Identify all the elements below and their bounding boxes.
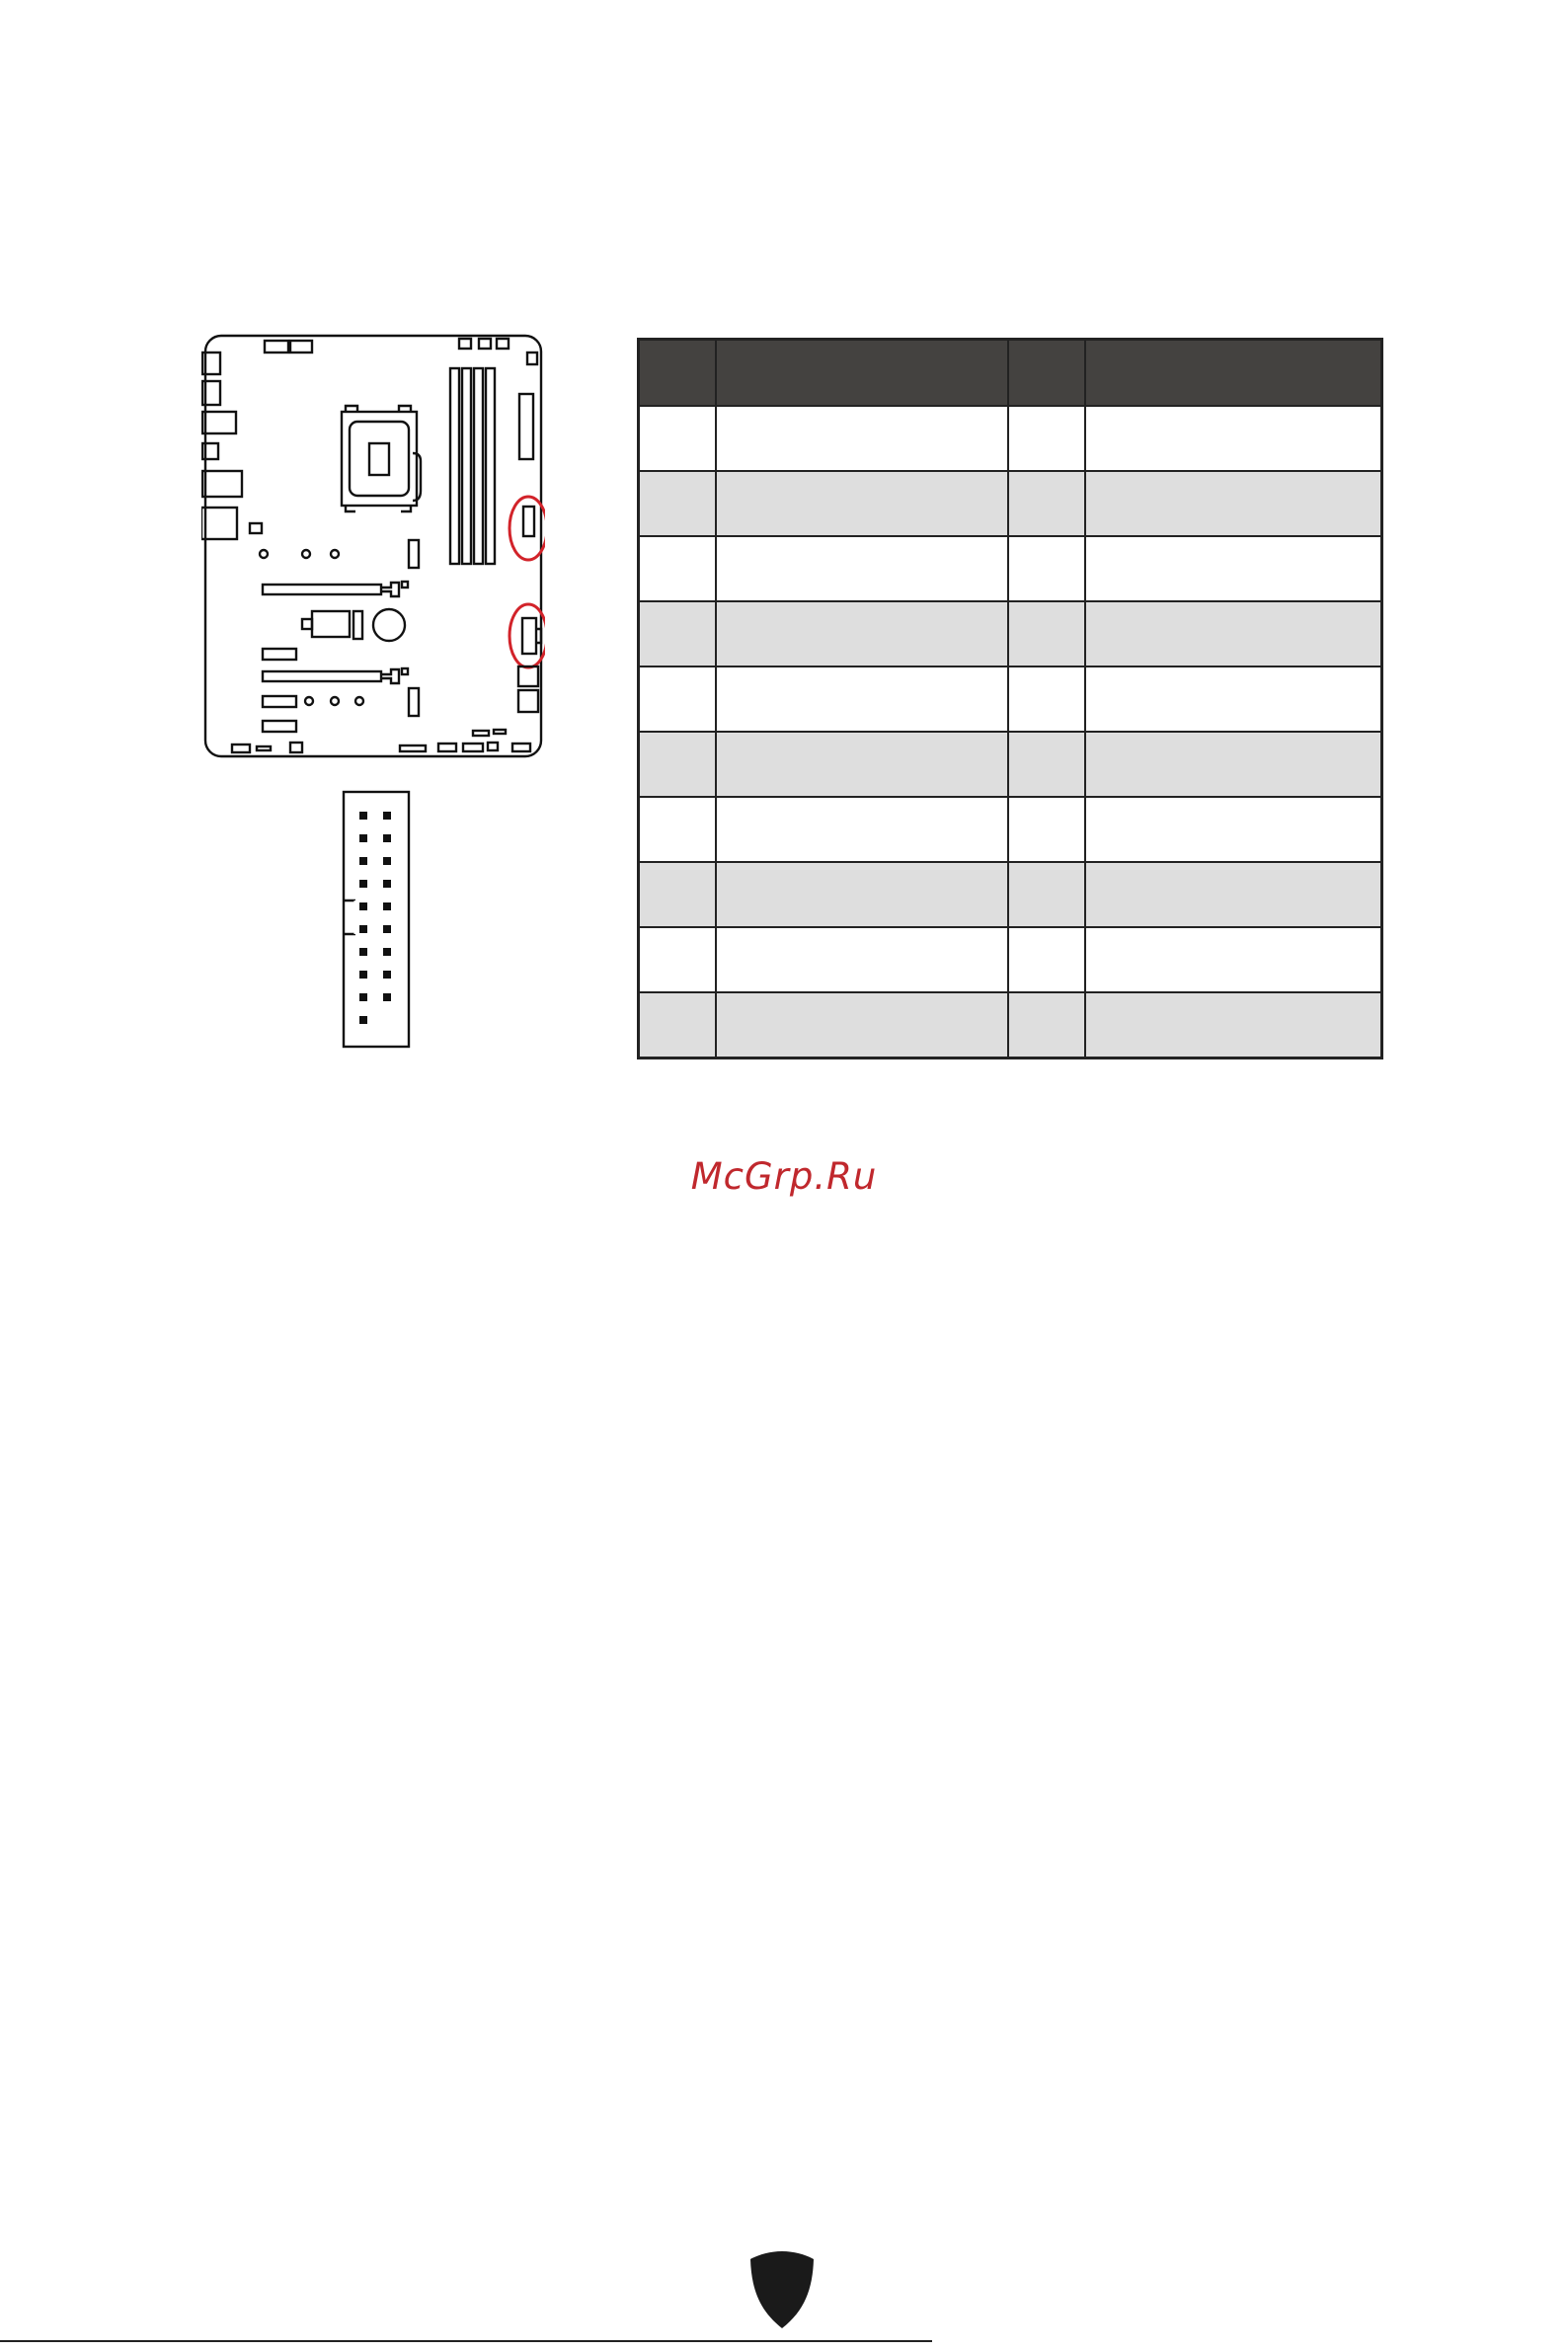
table-row: [639, 406, 1382, 471]
pcie-latch: [402, 582, 408, 588]
table-cell: [639, 992, 716, 1058]
table-cell: [639, 406, 716, 471]
side-connector: [518, 666, 538, 686]
table-cell: [716, 732, 1008, 797]
pin-header-icon: [336, 790, 415, 1053]
table-row: [639, 471, 1382, 536]
top-connector: [479, 339, 491, 349]
table-cell: [639, 471, 716, 536]
header-pin: [1008, 340, 1085, 407]
table-cell: [1085, 471, 1382, 536]
table-row: [639, 992, 1382, 1058]
pin-header-outline: [344, 792, 409, 1047]
table-cell: [639, 732, 716, 797]
cpu-socket: [342, 412, 417, 506]
table-cell: [639, 601, 716, 666]
table-cell: [716, 927, 1008, 992]
table-cell: [716, 992, 1008, 1058]
pin-header-pins: [359, 812, 391, 1024]
table-cell: [1085, 797, 1382, 862]
mounting-hole: [331, 697, 339, 705]
onboard-header: [409, 688, 419, 716]
pin-header-key: [344, 901, 355, 934]
dimm-slot: [474, 368, 483, 564]
header-signal: [716, 340, 1008, 407]
bottom-header: [290, 743, 302, 752]
onboard-connector: [263, 696, 296, 707]
table-cell: [716, 536, 1008, 601]
bottom-header: [488, 743, 498, 750]
table-cell: [1008, 927, 1085, 992]
mounting-hole: [302, 550, 310, 558]
table-row: [639, 601, 1382, 666]
bottom-header: [512, 744, 530, 751]
table-row: [639, 927, 1382, 992]
dimm-slot: [450, 368, 459, 564]
motherboard-diagram-icon: [201, 333, 545, 761]
top-connector: [497, 339, 509, 349]
watermark-link[interactable]: McGrp.Ru: [690, 1155, 878, 1198]
onboard-connector: [263, 649, 296, 660]
mounting-hole: [355, 697, 363, 705]
mounting-hole: [305, 697, 313, 705]
table-cell: [639, 862, 716, 927]
table-cell: [1008, 666, 1085, 732]
dimm-slot: [486, 368, 495, 564]
highlighted-connector: [522, 618, 536, 654]
atx-power-connector: [519, 394, 533, 459]
table-header-row: [639, 340, 1382, 407]
m2-screw: [353, 611, 362, 639]
table-cell: [639, 666, 716, 732]
pcie-slot: [263, 585, 381, 594]
table-cell: [1008, 601, 1085, 666]
pcie-latch: [402, 668, 408, 674]
board-outline: [205, 336, 541, 756]
onboard-header: [250, 523, 262, 533]
table-row: [639, 862, 1382, 927]
table-cell: [716, 406, 1008, 471]
header-pin: [639, 340, 716, 407]
table-cell: [1085, 862, 1382, 927]
footer-divider: [0, 2340, 932, 2342]
table-cell: [1008, 992, 1085, 1058]
table-cell: [1085, 666, 1382, 732]
table-cell: [1008, 536, 1085, 601]
pcie-slot: [263, 671, 381, 681]
bottom-header: [232, 745, 250, 752]
rear-io-port: [202, 471, 242, 497]
table-cell: [1085, 732, 1382, 797]
highlighted-connector: [523, 507, 534, 536]
table-cell: [1008, 797, 1085, 862]
table-cell: [1085, 601, 1382, 666]
table-cell: [1085, 536, 1382, 601]
table-cell: [716, 666, 1008, 732]
m2-slot: [312, 611, 350, 637]
table-cell: [639, 927, 716, 992]
table-cell: [639, 536, 716, 601]
bottom-header: [400, 745, 426, 751]
dimm-slot: [462, 368, 471, 564]
table-row: [639, 666, 1382, 732]
cpu-socket-center: [369, 443, 389, 475]
bottom-header: [463, 744, 483, 751]
table-cell: [1085, 992, 1382, 1058]
table-cell: [1085, 406, 1382, 471]
pcie-latch: [381, 669, 399, 683]
table-cell: [1008, 862, 1085, 927]
onboard-header: [409, 540, 419, 568]
table-cell: [716, 797, 1008, 862]
table-row: [639, 536, 1382, 601]
table-cell: [1008, 471, 1085, 536]
bottom-header: [494, 730, 506, 734]
table-cell: [639, 797, 716, 862]
rear-io-port: [202, 412, 236, 433]
onboard-connector: [263, 721, 296, 732]
shield-logo-icon: [749, 2249, 815, 2330]
table-cell: [716, 601, 1008, 666]
table-cell: [1008, 732, 1085, 797]
pcie-latch: [381, 583, 399, 596]
m2-slot-end: [302, 619, 312, 629]
pin-definition-table: [637, 338, 1383, 1059]
side-connector: [518, 690, 538, 712]
top-connector: [290, 341, 312, 353]
header-signal: [1085, 340, 1382, 407]
rear-io-port: [201, 508, 237, 539]
table-row: [639, 732, 1382, 797]
bottom-header: [257, 746, 271, 750]
table-cell: [1008, 406, 1085, 471]
top-connector: [459, 339, 471, 349]
bottom-header: [438, 744, 456, 751]
table-cell: [716, 862, 1008, 927]
top-connector: [527, 353, 537, 364]
table-cell: [1085, 927, 1382, 992]
mounting-hole: [260, 550, 268, 558]
highlight-circle: [510, 604, 545, 667]
cmos-battery: [373, 609, 405, 641]
cpu-socket-inner: [350, 422, 409, 496]
top-connector: [265, 341, 288, 353]
table-row: [639, 797, 1382, 862]
bottom-header: [473, 731, 489, 736]
mounting-hole: [331, 550, 339, 558]
table-cell: [716, 471, 1008, 536]
